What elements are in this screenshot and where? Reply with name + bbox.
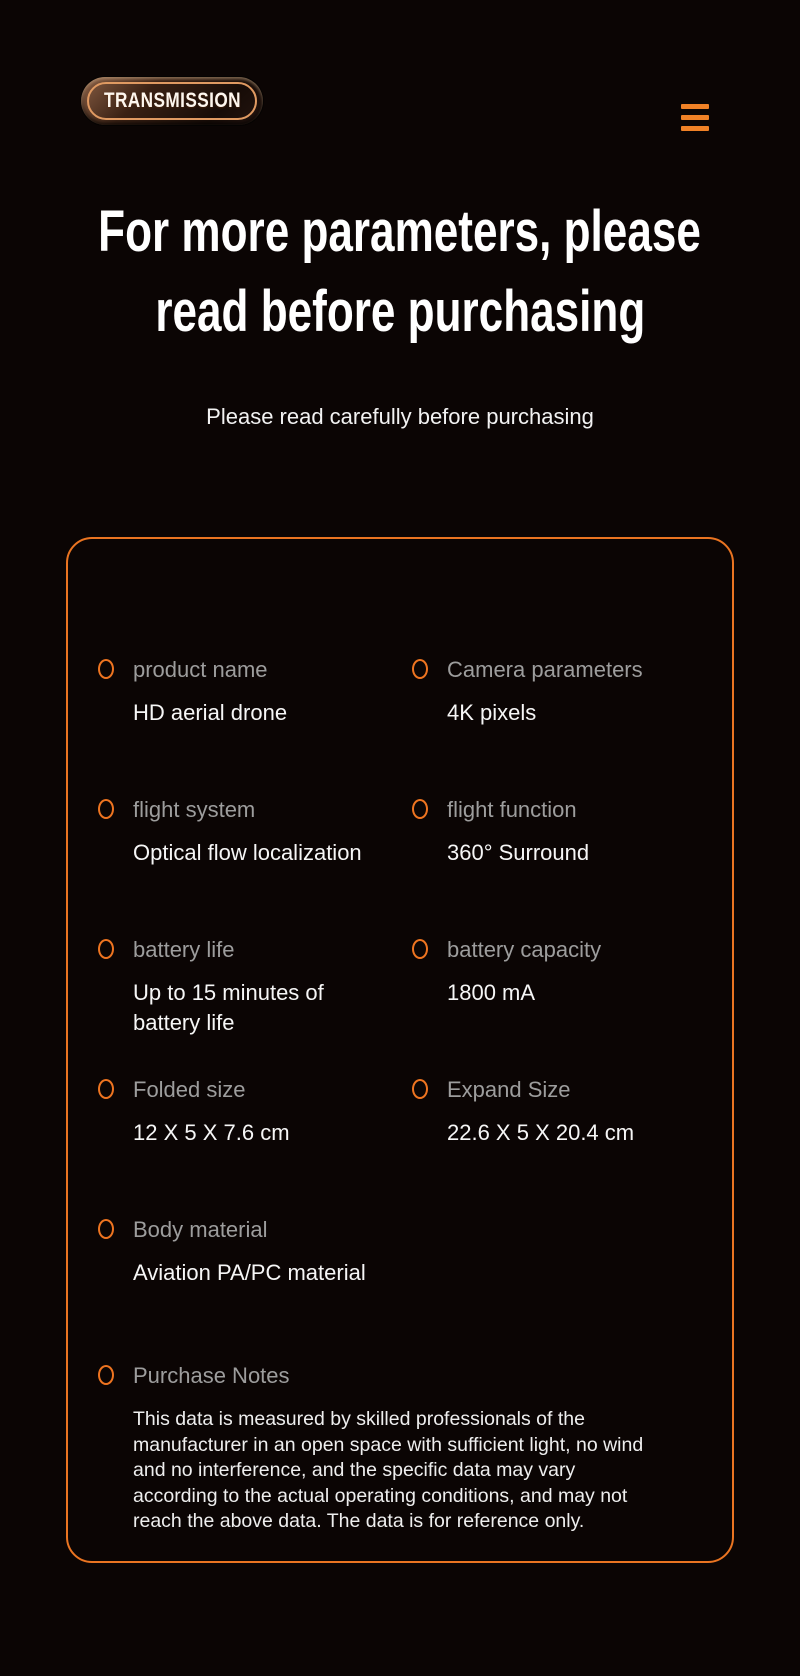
spec-item-flight-system [98,797,412,937]
circle-outline-icon [412,799,428,819]
spec-box [66,537,734,1563]
spec-item-battery-capacity [412,937,702,1077]
spec-label: Purchase Notes [133,1363,290,1388]
circle-outline-icon [98,1219,114,1239]
spec-row-1 [98,657,702,797]
spec-value: HD aerial drone [133,700,288,725]
spec-label-row [412,797,702,823]
spec-label: battery life [133,937,235,962]
spec-label-row [98,657,412,683]
spec-label: battery capacity [447,937,602,962]
spec-row-4 [98,1077,702,1217]
spec-value: 12 X 5 X 7.6 cm [133,1120,290,1145]
spec-label-row [412,657,702,683]
spec-label: Camera parameters [447,657,643,682]
hamburger-bar [681,126,709,131]
spec-item-purchase-notes [98,1363,702,1535]
spec-value: Optical flow localization [133,840,362,865]
transmission-badge-inner [87,82,257,120]
circle-outline-icon [412,1079,428,1099]
circle-outline-icon [98,659,114,679]
spec-label-row [98,797,412,823]
spec-label-row [412,937,702,963]
spec-label: Expand Size [447,1077,571,1102]
spec-item-camera-parameters [412,657,702,797]
spec-label-row [412,1077,702,1103]
spec-label: product name [133,657,268,682]
transmission-badge-label: TRANSMISSION [103,89,241,112]
transmission-badge [81,77,263,125]
spec-row-6 [98,1363,702,1535]
circle-outline-icon [412,659,428,679]
spec-value: 1800 mA [447,980,536,1005]
spec-label-row [98,937,412,963]
hamburger-menu-icon[interactable] [681,104,709,131]
spec-item-flight-function [412,797,702,937]
spec-value: 360° Surround [447,840,590,865]
spec-label: Body material [133,1217,268,1242]
circle-outline-icon [98,1079,114,1099]
purchase-notes-text: This data is measured by skilled professionals of the manufacturer in an open space with sufficient light, no wind and no interference, and the specific data may vary according to the actual operating conditions, and may not reach the above data. The data is for reference only. [133,1408,644,1532]
spec-label-row [98,1217,702,1243]
spec-item-battery-life [98,937,412,1077]
spec-row-3 [98,937,702,1077]
spec-value: 22.6 X 5 X 20.4 cm [447,1120,635,1145]
spec-row-2 [98,797,702,937]
spec-label: flight function [447,797,577,822]
spec-label: flight system [133,797,256,822]
hero-title-line1-text: For more parameters, please [98,199,702,264]
hamburger-bar [681,104,709,109]
hero-title-line1 [0,192,800,272]
spec-item-expand-size [412,1077,702,1217]
spec-label-row [98,1363,702,1389]
hero-title [0,192,800,352]
circle-outline-icon [412,939,428,959]
circle-outline-icon [98,939,114,959]
spec-value: Up to 15 minutes of battery life [133,980,324,1035]
hamburger-bar [681,115,709,120]
spec-value: Aviation PA/PC material [133,1260,366,1285]
spec-row-5 [98,1217,702,1363]
hero-title-line2 [0,272,800,352]
circle-outline-icon [98,799,114,819]
circle-outline-icon [98,1365,114,1385]
spec-value: 4K pixels [447,700,537,725]
page-header [0,0,800,126]
spec-label: Folded size [133,1077,246,1102]
hero-title-line2-text: read before purchasing [155,279,645,344]
spec-item-folded-size [98,1077,412,1217]
spec-item-product-name [98,657,412,797]
hero-subtitle: Please read carefully before purchasing [206,404,594,429]
spec-label-row [98,1077,412,1103]
spec-item-body-material [98,1217,702,1288]
